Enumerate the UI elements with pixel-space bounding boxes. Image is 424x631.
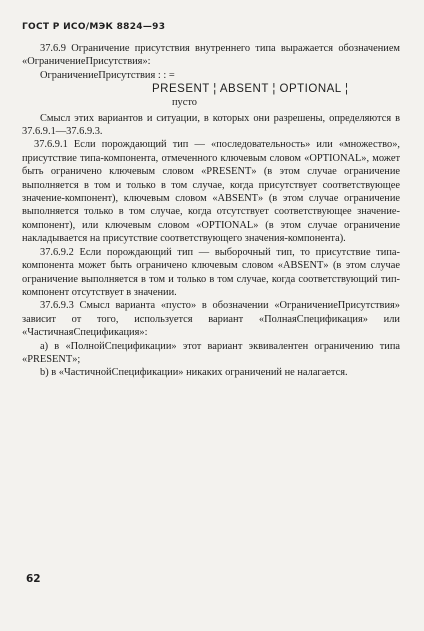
paragraph-37-6-9: 37.6.9 Ограничение присутствия внутреннего типа выражается обозначением «ОграничениеПрисутствия»: xyxy=(22,43,400,68)
paragraph-37-6-9-3: 37.6.9.3 Смысл варианта «пусто» в обозначении «ОграничениеПрисутствия» зависит от того, используется вариант «ПолнаяСпецификация» или «ЧастичнаяСпецификация»: xyxy=(22,300,400,339)
paragraph-meaning: Смысл этих вариантов и ситуации, в которых они разрешены, определяются в 37.6.9.1—37.6.9.3. xyxy=(22,112,400,138)
paragraph-37-6-9-2: 37.6.9.2 Если порождающий тип — выборочный тип, то присутствие типа-компонента может быть ограничено ключевым словом «ABSENT» (в этом случае ограничение выполняется в том и только в том случае, когда соответствующий тип-компонент отсутствует в значении. xyxy=(22,246,400,298)
paragraph-37-6-9-1: 37.6.9.1 Если порождающий тип — «последовательность» или «множество», присутствие типа-компонента, отмеченного ключевым словом «OPTIONAL», может быть ограничено ключевым словом «PRESENT» (в этом случае ограничение выполняется в том и только в том случае, когда присутствует соответствующее значение-компонент), ключевым словом «ABSENT» (в этом случае ограничение выполняется только в том случае, когда отсутствует соответствующее значение-компонент), или ключевым словом «OPTIONAL» (в этом случае ограничение накладывается на присутствие соответствующего значения-компонента). xyxy=(22,139,400,245)
page-content xyxy=(22,42,400,380)
page-number: 62 xyxy=(26,573,41,585)
list-item-b: b) в «ЧастичнойСпецификации» никаких ограничений не налагается. xyxy=(40,367,348,379)
formula-definition: ОграничениеПрисутствия : : = xyxy=(40,69,175,81)
formula-empty: пусто xyxy=(172,97,197,109)
standard-header: ГОСТ Р ИСО/МЭК 8824—93 xyxy=(22,22,166,32)
list-item-a: а) в «ПолнойСпецификации» этот вариант эквивалентен ограничению типа «PRESENT»; xyxy=(22,340,400,365)
formula-alternatives: PRESENT ¦ ABSENT ¦ OPTIONAL ¦ xyxy=(152,83,349,96)
